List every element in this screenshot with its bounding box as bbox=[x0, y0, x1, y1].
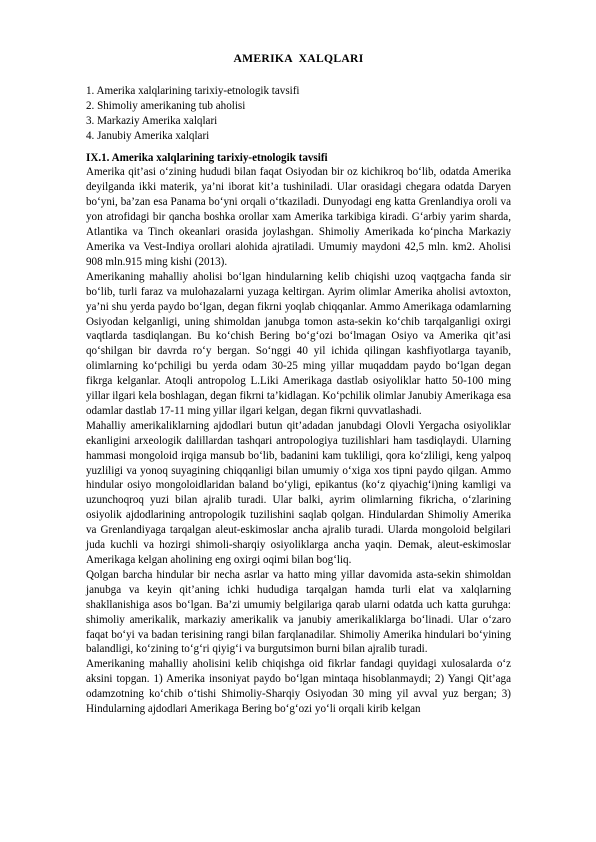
toc-item: 1. Amerika xalqlarining tarixiy-etnologik tavsifi bbox=[86, 84, 300, 97]
toc-item: 2. Shimoliy amerikaning tub aholisi bbox=[86, 99, 246, 112]
section-heading: IX.1. Amerika xalqlarining tarixiy-etnologik tavsifi bbox=[86, 151, 328, 164]
body-paragraph: Amerika qit’asi o‘zining hududi bilan faqat Osiyodan bir oz kichikroq bo‘lib, odatda Amerika deyilganda ikki materik, ya’ni iborat kit’a tushiniladi. Ular orasidagi chegara odatda Daryen bo‘yni, ba’zan esa Panama bo‘yni orqali o‘tkaziladi. Dunyodagi eng katta Grenlandiya oroli va yon atrofidagi bir qancha boshka orollar xam Amerika tarkibiga kiradi. G‘arbiy yarim sharda, Atlantika va Tinch okeanlari orasida joylashgan. Shimoliy Amerikada ko‘pincha Markaziy Amerika va Vest-Indiya orollari alohida ajratiladi. Umumiy maydoni 42,5 mln. km2. Aholisi 908 mln.915 ming kishi (2013). bbox=[86, 166, 511, 268]
body-paragraph: Mahalliy amerikaliklarning ajdodlari butun qit’adadan janubdagi Olovli Yergacha osiyoliklar ekanligini arxeologik dalillardan tashqari antropologiya tuzilishlari ham tasdiqlaydi. Ularning hammasi mongoloid irqiga mansub bo‘lib, badanini kam tukliligi, qora ko‘zliligi, keng yalpoq yuzliligi va yonoq suyagining chiqqanligi bilan umumiy o‘xiga xos tipni paydo qilgan. Ammo hindular osiyo mongoloidlaridan baland bo‘yligi, epikantus (ko‘z qiyachig‘i)ning kamligi va uzunchoqroq yuzi bilan ajralib turadi. Ular balki, ayrim olimlarning fikricha, o‘zlarining osiyolik ajdodlarining antropologik tuzilishini saqlab qolgan. Hindulardan Shimoliy Amerika va Grenlandiyaga tarqalgan aleut-eskimoslar ancha ajralib turadi. Ularda mongoloid belgilari juda kuchli va hozirgi shimoli-sharqiy osiyoliklarga ancha yaqin. Demak, aleut-eskimoslar Amerikaga kelgan aholining eng oxirgi oqimi bilan bog‘liq. bbox=[86, 419, 511, 566]
document-title: AMERIKA XALQLARI bbox=[233, 52, 364, 65]
toc-item: 3. Markaziy Amerika xalqlari bbox=[86, 114, 218, 127]
body-paragraph: Qolgan barcha hindular bir necha asrlar va hatto ming yillar davomida asta-sekin shimoldan janubga va keyin qit’aning ichki hududiga tarqalgan hamda turli elat va xalqlarning shakllanishiga asos bo‘lgan. Ba’zi umumiy belgilariga qarab ularni odatda uch katta guruhga: shimoliy amerikalik, markaziy amerikalik va janubiy amerikaliklarga bo‘linadi. Ular o‘zaro faqat bo‘yi va badan terisining rangi bilan farqlanadilar. Shimoliy Amerika hindulari bo‘yining balandligi, ko‘zining to‘g‘ri qiyig‘i va burgutsimon burni bilan ajralib turadi. bbox=[86, 568, 511, 656]
toc-item: 4. Janubiy Amerika xalqlari bbox=[86, 129, 210, 142]
body-paragraph: Amerikaning mahalliy aholisini kelib chiqishga oid fikrlar fandagi quyidagi xulosalarda o‘z aksini topgan. 1) Amerika insoniyat paydo bo‘lgan mintaqa hisoblanmaydi; 2) Yangi Qit’aga odamzotning ko‘chib o‘tishi Shimoliy-Sharqiy Osiyodan 30 ming yil avval yuz bergan; 3) Hindularning ajdodlari Amerikaga Bering bo‘g‘ozi yo‘li orqali kirib kelgan bbox=[86, 658, 511, 716]
body-paragraph: Amerikaning mahalliy aholisi bo‘lgan hindularning kelib chiqishi uzoq vaqtgacha fanda sir bo‘lib, turli faraz va mulohazalarni yuzaga keltirgan. Ayrim olimlar Amerika aholisi avtoxton, ya’ni shu yerda paydo bo‘lgan, degan fikrni yoqlab chiqqanlar. Ammo Amerikaga odamlarning Osiyodan kelganligi, uning shimoldan janubga tomon asta-sekin ko‘chib tarqalganligi oxirgi vaqtlarda tasdiqlangan. Bu ko‘chish Bering bo‘g‘ozi bo‘lmagan Osiyo va Amerika qit’asi qo‘shilgan bir davrda ro‘y bergan. So‘nggi 40 yil ichida qilingan kashfiyotlarga tayanib, olimlarning ko‘pchiligi bu yerda odam 30-25 ming yillar muqaddam paydo bo‘lgan degan fikrga kelganlar. Atoqli antropolog L.Liki Amerikaga dastlab osiyoliklar hatto 50-100 ming yillar ilgari kela boshlagan, degan fikrni ta’kidlagan. Ko‘pchilik olimlar Janubiy Amerikaga esa odamlar dastlab 17-11 ming yillar ilgari kelgan, degan fikrni quvvatlashadi. bbox=[86, 270, 511, 417]
table-of-contents bbox=[86, 84, 511, 144]
document-page bbox=[86, 52, 511, 717]
